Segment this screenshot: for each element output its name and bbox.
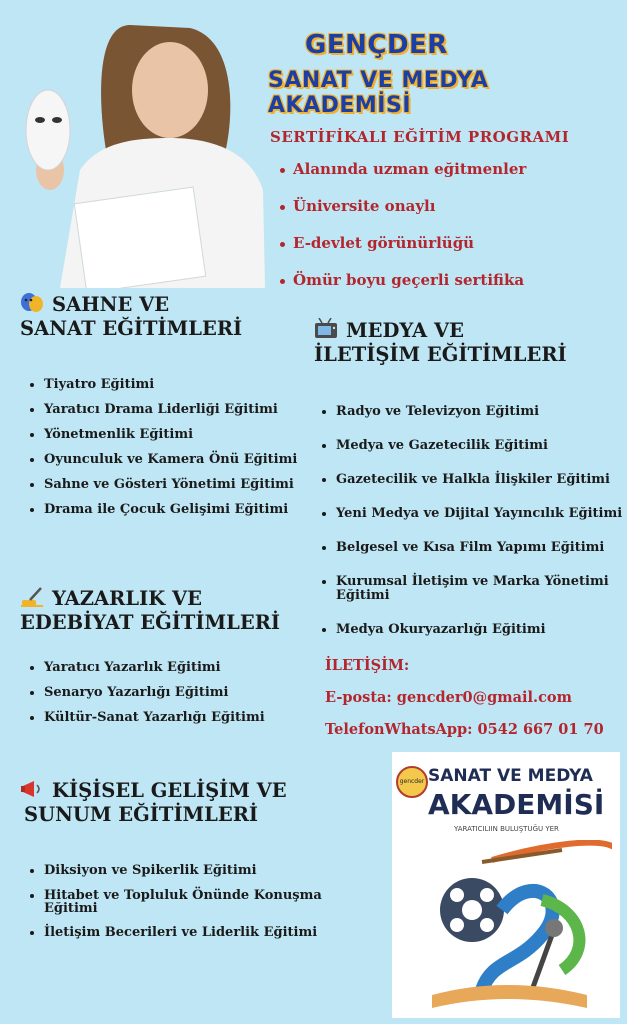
list-item: Oyunculuk ve Kamera Önü Eğitimi [30,453,297,467]
section-title-sahne: SAHNE VE SANAT EĞİTİMLERİ [20,293,243,340]
list-item: Gazetecilik ve Halkla İlişkiler Eğitimi [322,473,622,487]
program-feature-list [280,160,526,308]
brand-title-line2: SANAT VE MEDYA AKADEMİSİ [268,68,489,118]
list-item: Tiyatro Eğitimi [30,378,297,392]
list-item: İletişim Becerileri ve Liderlik Eğitimi [30,926,322,940]
theater-masks-icon [20,292,44,314]
yazarlik-list [30,661,265,725]
megaphone-icon [20,778,44,800]
writing-hand-icon [20,586,44,608]
logo-line1: SANAT VE MEDYA [428,766,593,786]
contact-email: E-posta: gencder0@gmail.com [325,689,572,706]
list-item: Medya Okuryazarlığı Eğitimi [322,623,622,637]
section-title-yazarlik: YAZARLIK VE EDEBİYAT EĞİTİMLERİ [20,587,281,634]
list-item: Radyo ve Televizyon Eğitimi [322,405,622,419]
academy-logo-card [392,752,620,1018]
list-item: Drama ile Çocuk Gelişimi Eğitimi [30,503,297,517]
list-item: Belgesel ve Kısa Film Yapımı Eğitimi [322,541,622,555]
program-feature: Ömür boyu geçerli sertifika [280,271,526,308]
program-feature: Üniversite onaylı [280,197,526,234]
contact-title: İLETİŞİM: [325,657,410,674]
section-title-medya: MEDYA VE İLETİŞİM EĞİTİMLERİ [314,319,567,366]
list-item: Hitabet ve Topluluk Önünde Konuşma Eğitimi [30,889,322,915]
list-item: Senaryo Yazarlığı Eğitimi [30,686,265,700]
list-item: Yönetmenlik Eğitimi [30,428,297,442]
list-item: Sahne ve Gösteri Yönetimi Eğitimi [30,478,297,492]
list-item: Medya ve Gazetecilik Eğitimi [322,439,622,453]
list-item: Diksiyon ve Spikerlik Eğitimi [30,864,322,878]
section-title-kisisel: KİŞİSEL GELİŞİM VE SUNUM EĞİTİMLERİ [20,778,287,827]
brand-title-line1: GENÇDER [305,30,448,60]
television-icon [314,318,338,340]
program-feature: Alanında uzman eğitmenler [280,160,526,197]
program-feature: E-devlet görünürlüğü [280,234,526,271]
medya-list [322,405,622,637]
gencder-seal-icon: gencder [396,766,428,798]
contact-phone: TelefonWhatsApp: 0542 667 01 70 [325,721,604,738]
list-item: Yeni Medya ve Dijital Yayıncılık Eğitimi [322,507,622,521]
list-item: Yaratıcı Yazarlık Eğitimi [30,661,265,675]
list-item: Kurumsal İletişim ve Marka Yönetimi Eğitimi [322,575,622,603]
hero-photo [20,20,265,288]
program-title: SERTİFİKALI EĞİTİM PROGRAMI [270,128,570,146]
sahne-list [30,378,297,517]
logo-line2: AKADEMİSİ [428,788,605,821]
film-reel-illustration [402,840,612,1015]
kisisel-list [30,864,322,940]
list-item: Yaratıcı Drama Liderliği Eğitimi [30,403,297,417]
list-item: Kültür-Sanat Yazarlığı Eğitimi [30,711,265,725]
logo-tagline: YARATICILIIN BULUŞTUĞU YER [454,825,559,833]
